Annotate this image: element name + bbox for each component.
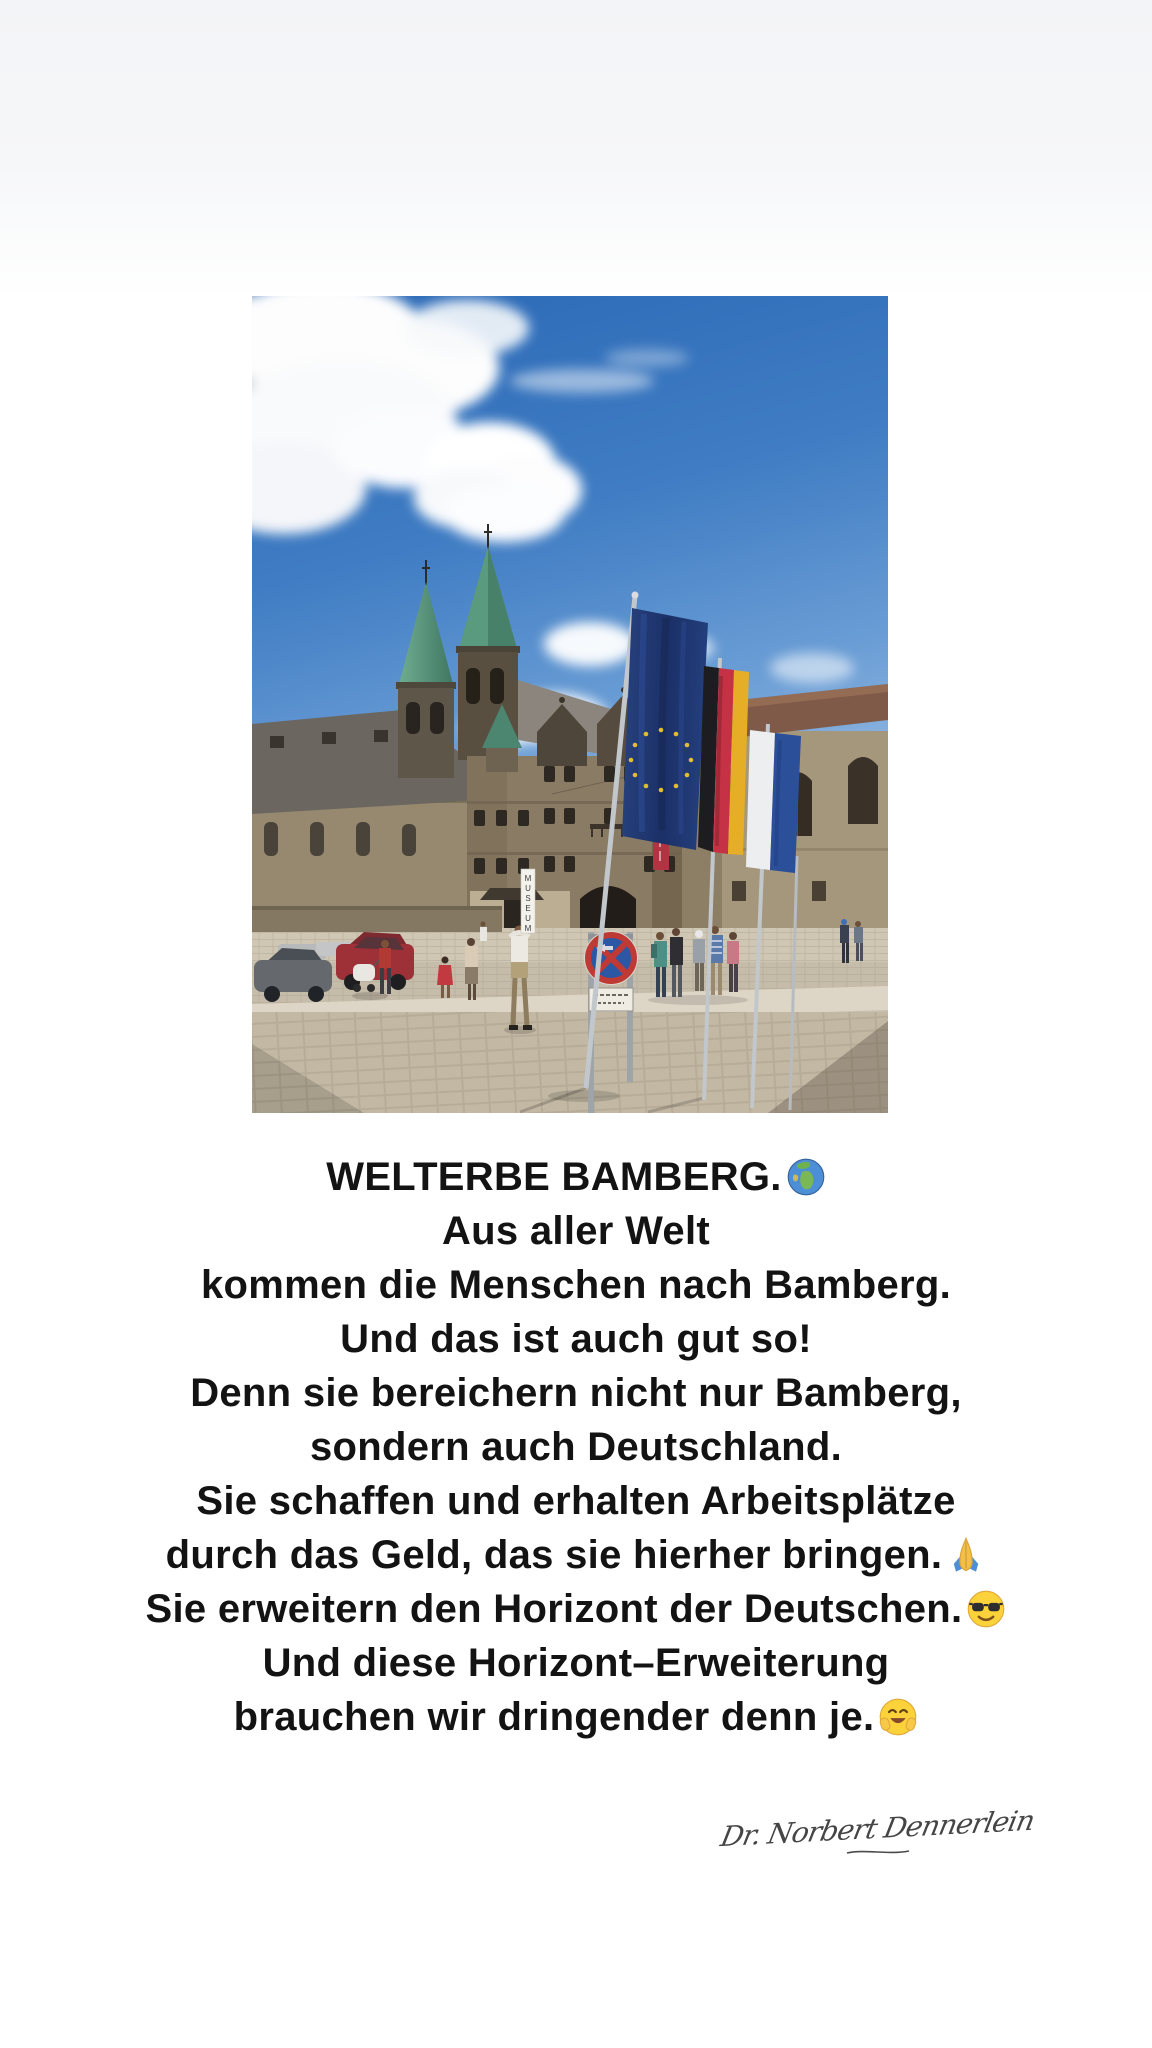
caption [0,1150,1152,1744]
museum-banner [521,869,535,934]
caption-line-text: Sie schaffen und erhalten Arbeitsplätze [196,1479,956,1523]
sunglasses-face-emoji-icon [966,1589,1006,1629]
signature [712,1803,1042,1869]
page-background-gradient [0,0,1152,300]
caption-line-text: Und diese Horizont–Erweiterung [262,1641,890,1685]
caption-line [0,1258,1152,1312]
caption-line-text: Und das ist auch gut so! [340,1317,812,1361]
caption-line [0,1312,1152,1366]
german-flag [698,666,749,855]
caption-line [0,1366,1152,1420]
caption-line-text: brauchen wir dringender denn je. [233,1695,875,1739]
caption-line-text: kommen die Menschen nach Bamberg. [200,1263,952,1307]
signature-flourish [846,1845,910,1863]
caption-line [0,1636,1152,1690]
caption-line [0,1474,1152,1528]
folded-hands-emoji-icon [946,1535,986,1575]
caption-line [0,1204,1152,1258]
hugging-face-emoji-icon [878,1697,918,1737]
signature-text: Dr. Norbert Dennerlein [717,1803,1037,1854]
caption-line [0,1150,1152,1204]
caption-line-text: Denn sie bereichern nicht nur Bamberg, [190,1371,962,1415]
caption-line [0,1690,1152,1744]
bamberg-photo [252,296,888,1113]
caption-line [0,1528,1152,1582]
caption-line [0,1582,1152,1636]
caption-line-text: Aus aller Welt [442,1209,710,1253]
eu-flag [622,608,708,850]
caption-line [0,1420,1152,1474]
caption-line-text: Sie erweitern den Horizont der Deutschen. [145,1587,963,1631]
caption-line-text: durch das Geld, das sie hierher bringen. [165,1533,943,1577]
caption-line-text: WELTERBE BAMBERG. [326,1155,782,1199]
svg-text:MUSEUM: MUSEUM [523,874,533,934]
globe-emoji-icon [786,1157,826,1197]
white-blue-flag [746,730,801,873]
bamberg-photo-art [252,296,888,1113]
caption-line-text: sondern auch Deutschland. [309,1425,843,1469]
